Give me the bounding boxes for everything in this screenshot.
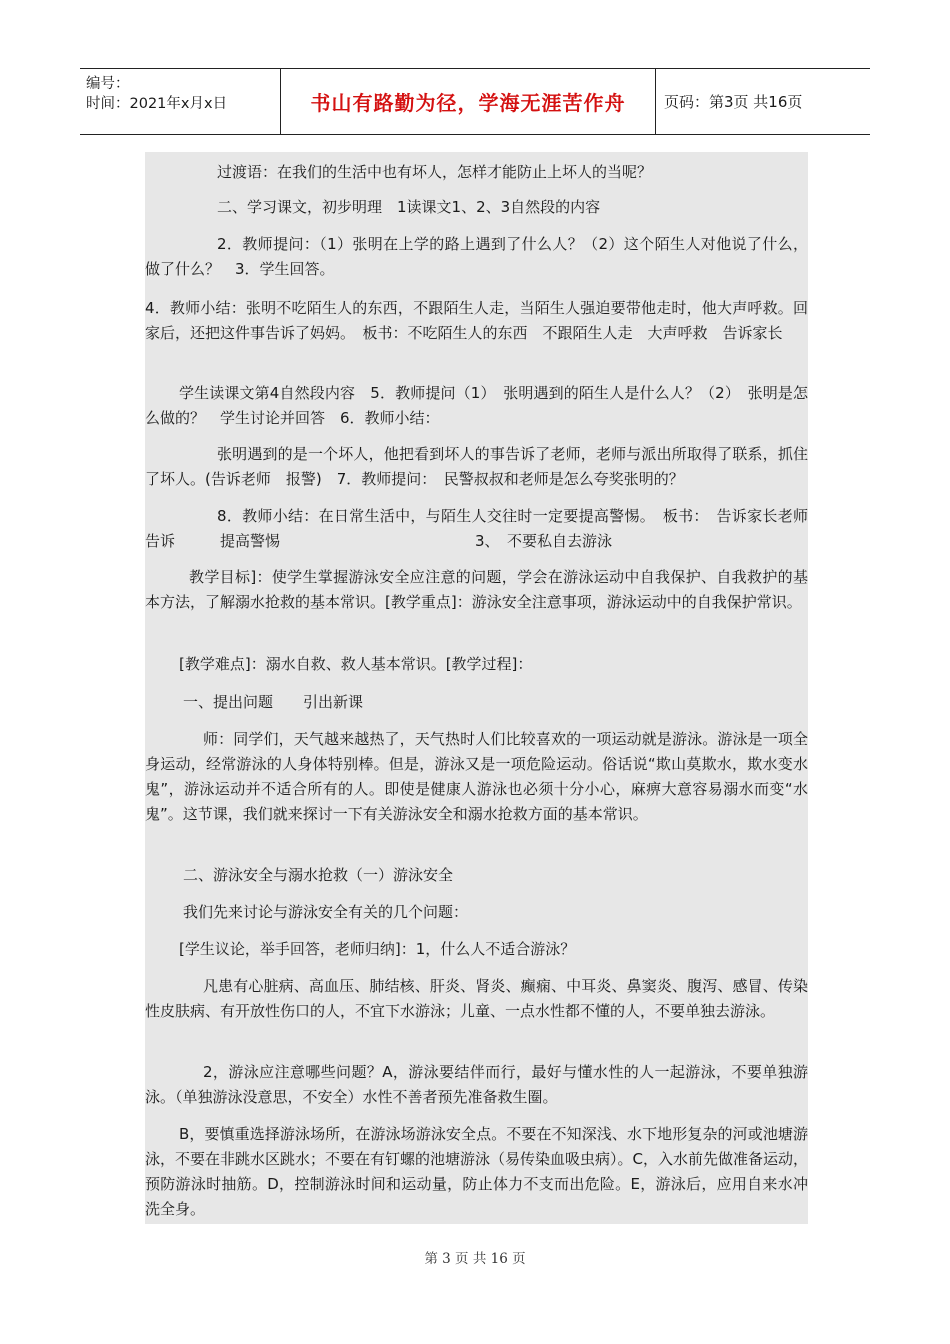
paragraph: 学生读课文第4自然段内容 5．教师提问（1） 张明遇到的陌生人是什么人？（2） 张明是怎么做的？ 学生讨论并回答 6．教师小结： — [145, 384, 808, 427]
header-page-label: 页码：第3页 共16页 — [664, 93, 803, 111]
paragraph: 教学目标]：使学生掌握游泳安全应注意的问题，学会在游泳运动中自我保护、自我救护的基本方法，了解溺水抢救的基本常识。[教学重点]：游泳安全注意事项，游泳运动中的自我保护常识。 — [145, 568, 808, 611]
paragraph: 8．教师小结：在日常生活中，与陌生人交往时一定要提高警惕。 板书： 告诉家长老师告诉 提高警惕 3、 不要私自去游泳 — [145, 507, 808, 550]
page-footer: 第 3 页 共 16 页 — [424, 1251, 526, 1267]
time-label: 时间：2021年x月x日 — [86, 96, 228, 112]
paragraph: 一、提出问题 引出新课 — [183, 693, 364, 711]
paragraph: 张明遇到的是一个坏人，他把看到坏人的事告诉了老师，老师与派出所取得了联系，抓住了坏人。(告诉老师 报警) 7．教师提问： 民警叔叔和老师是怎么夸奖张明的？ — [145, 445, 808, 488]
header-motto: 书山有路勤为径，学海无涯苦作舟 — [280, 69, 656, 134]
paragraph: 4．教师小结：张明不吃陌生人的东西，不跟陌生人走，当陌生人强迫要带他走时，他大声呼救。回家后，还把这件事告诉了妈妈。 板书：不吃陌生人的东西 不跟陌生人走 大声呼救 告诉家长 — [145, 299, 808, 342]
document-body — [145, 152, 808, 1224]
paragraph: 二、游泳安全与溺水抢救（一）游泳安全 — [183, 866, 454, 884]
page-header — [80, 68, 870, 135]
paragraph: [教学难点]：溺水自救、救人基本常识。[教学过程]： — [179, 655, 533, 673]
paragraph: 2．教师提问：（1）张明在上学的路上遇到了什么人？（2）这个陌生人对他说了什么，做了什么？ 3．学生回答。 — [145, 235, 808, 278]
paragraph: 二、学习课文，初步明理 1读课文1、2、3自然段的内容 — [217, 198, 601, 216]
header-meta — [80, 69, 280, 134]
paragraph: 师：同学们，天气越来越热了，天气热时人们比较喜欢的一项运动就是游泳。游泳是一项全身运动，经常游泳的人身体特别棒。但是，游泳又是一项危险运动。俗话说“欺山莫欺水，欺水变水鬼”，游泳运动并不适合所有的人。即使是健康人游泳也必须十分小心，麻痹大意容易溺水而变“水鬼”。这节课，我们就来探讨一下有关游泳安全和溺水抢救方面的基本常识。 — [145, 730, 808, 823]
paragraph: 过渡语：在我们的生活中也有坏人，怎样才能防止上坏人的当呢？ — [217, 163, 653, 181]
paragraph: 我们先来讨论与游泳安全有关的几个问题： — [183, 903, 469, 921]
serial-label: 编号： — [86, 76, 130, 92]
paragraph: 凡患有心脏病、高血压、肺结核、肝炎、肾炎、癫痫、中耳炎、鼻窦炎、腹泻、感冒、传染性皮肤病、有开放性伤口的人，不宜下水游泳；儿童、一点水性都不懂的人，不要单独去游泳。 — [145, 977, 808, 1020]
paragraph: [学生议论，举手回答，老师归纳]：1，什么人不适合游泳？ — [179, 940, 576, 958]
paragraph: 2，游泳应注意哪些问题？A，游泳要结伴而行，最好与懂水性的人一起游泳，不要单独游泳。（单独游泳没意思，不安全）水性不善者预先准备救生圈。 — [145, 1063, 808, 1106]
paragraph: B，要慎重选择游泳场所，在游泳场游泳安全点。不要在不知深浅、水下地形复杂的河或池塘游泳，不要在非跳水区跳水；不要在有钉螺的池塘游泳（易传染血吸虫病）。C，入水前先做准备运动，预防游泳时抽筋。D，控制游泳时间和运动量，防止体力不支而出危险。E，游泳后，应用自来水冲洗全身。 — [145, 1125, 808, 1218]
